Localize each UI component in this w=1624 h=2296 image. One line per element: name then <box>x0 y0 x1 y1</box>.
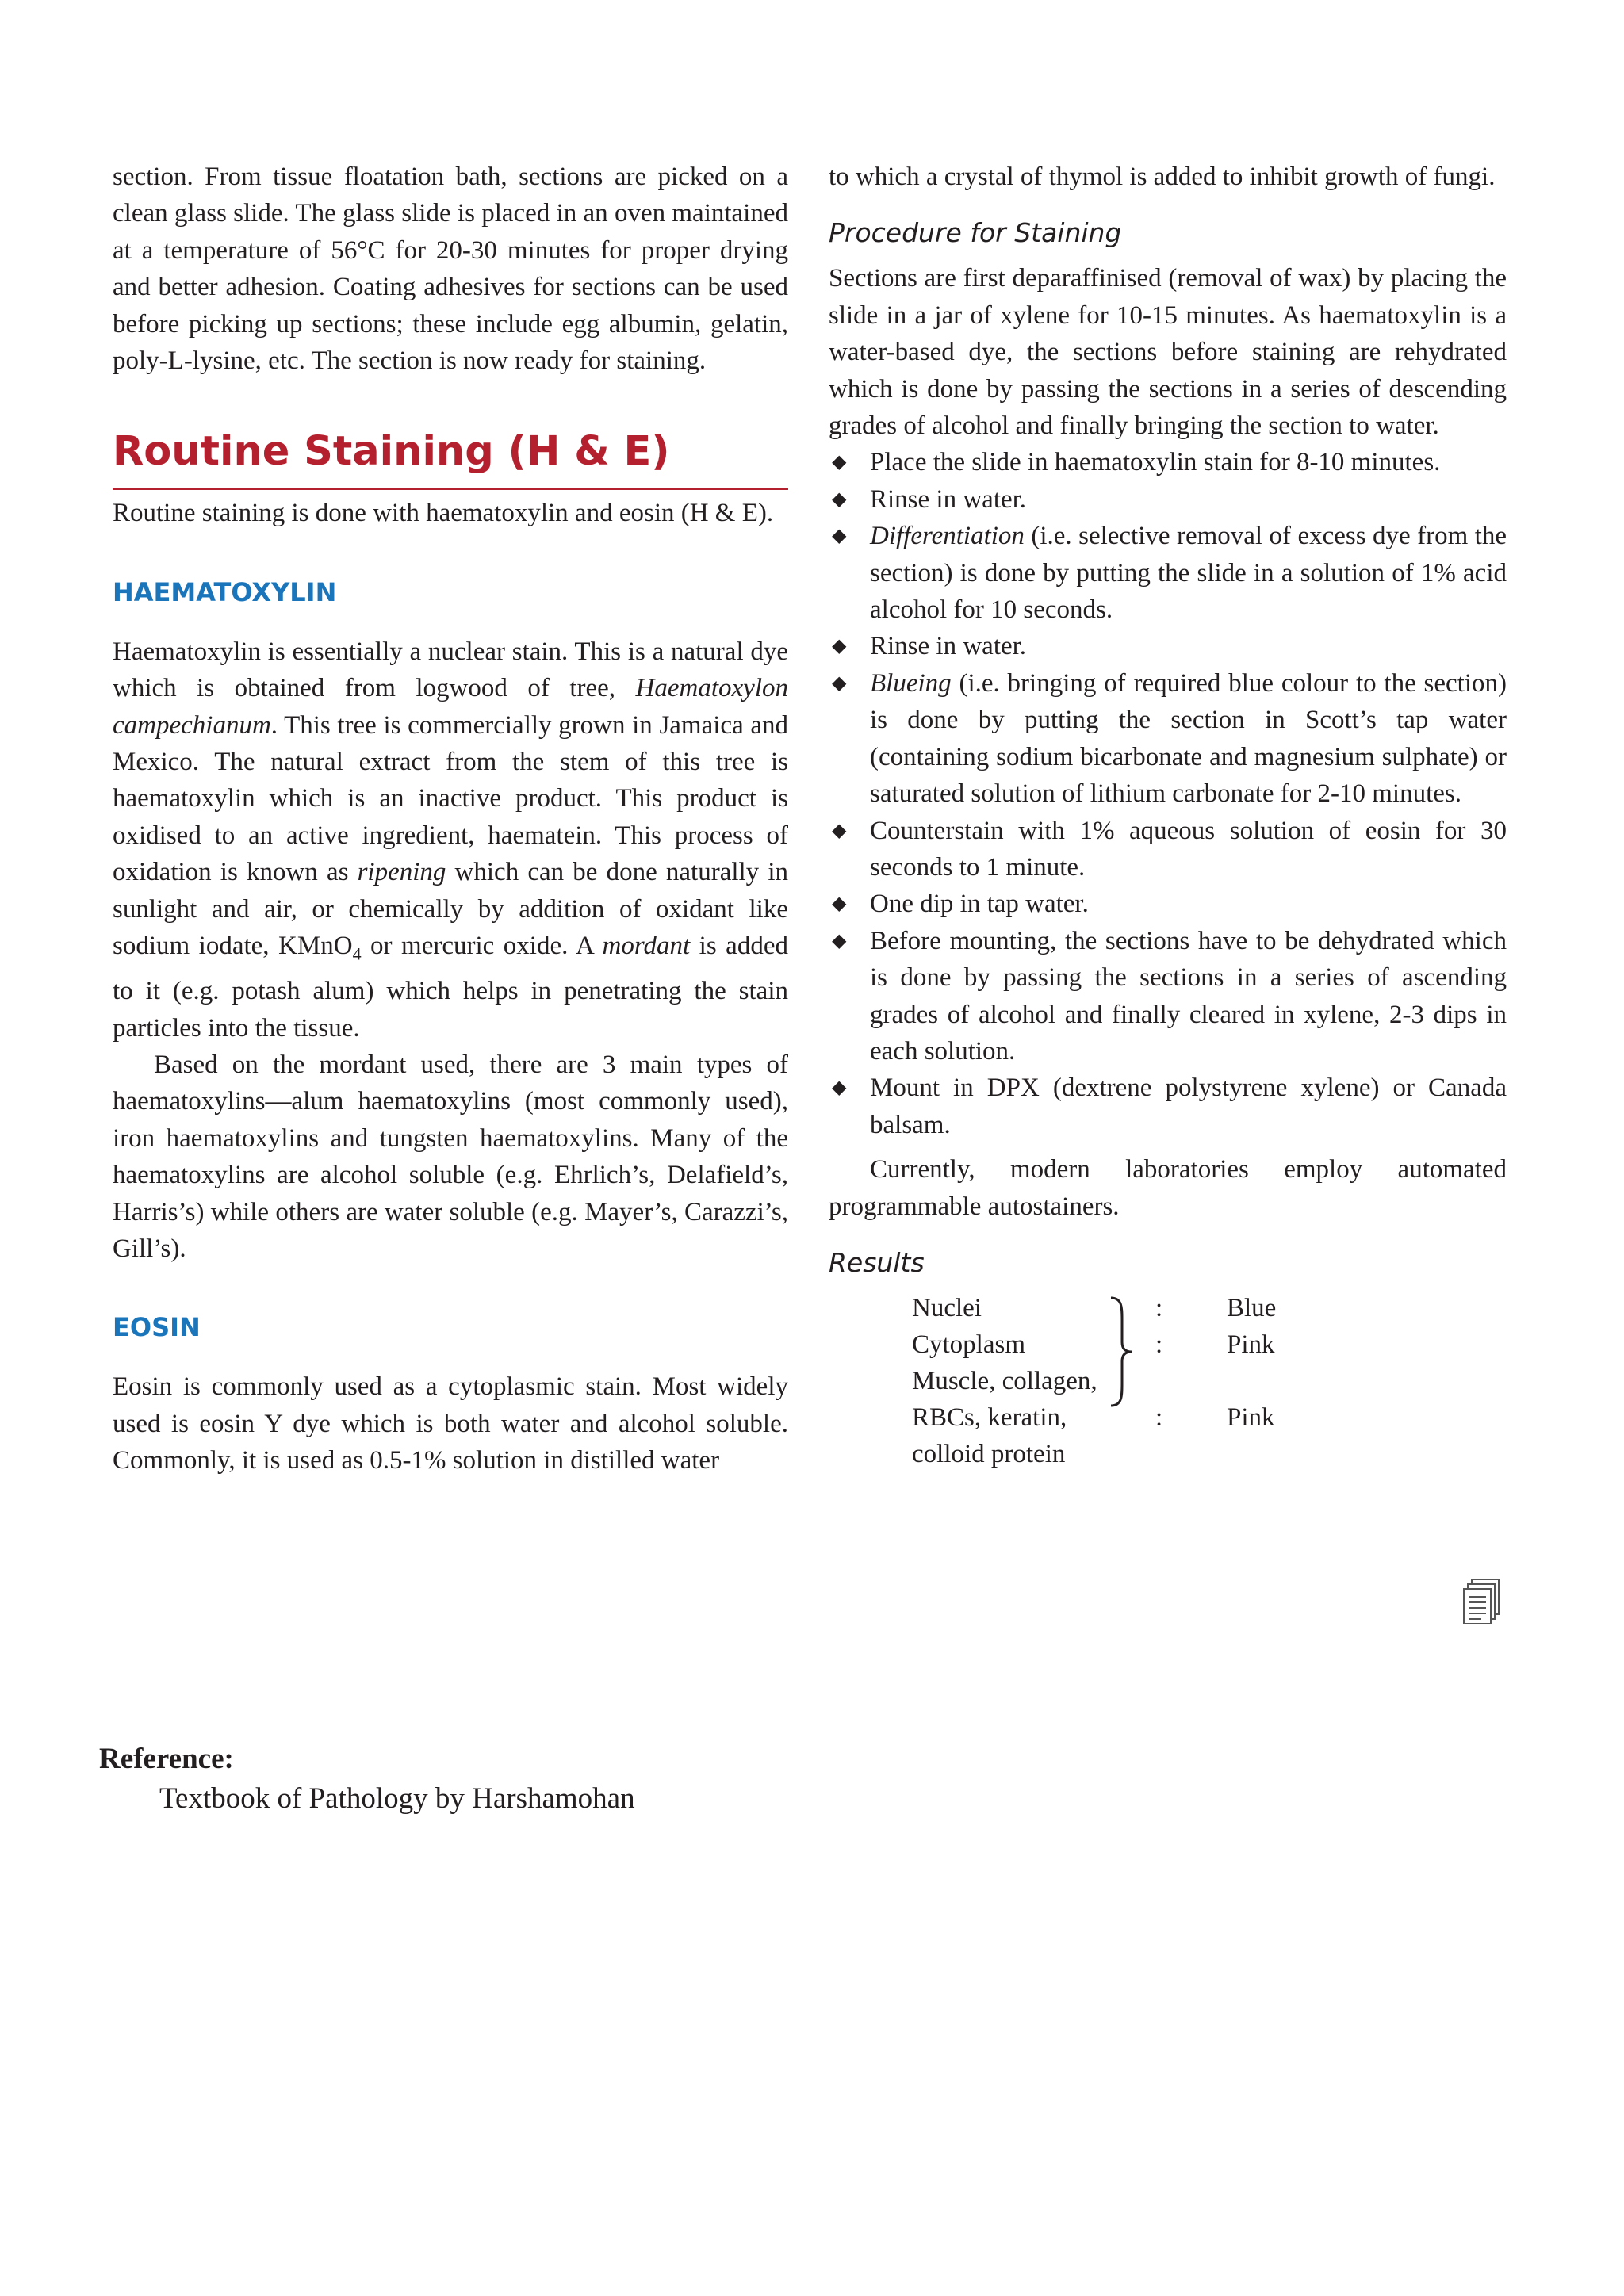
result-label-rbcs: RBCs, keratin, <box>912 1402 1067 1432</box>
eosin-heading: EOSIN <box>113 1312 201 1343</box>
list-item: ◆ Counterstain with 1% aqueous solution of eosin for 30 seconds to 1 minute. <box>829 813 1507 886</box>
bullet-icon: ◆ <box>832 452 847 473</box>
haematoxylin-paragraph-2: Based on the mordant used, there are 3 main types of haematoxylins—alum haematoxylins (most commonly used), iron haematoxylins and tungsten haematoxylins. Many of the haematoxylins are alcohol soluble (e.g. Ehrlich’s, Delafield’s, Harris’s) while others are water soluble (e.g. Mayer’s, Carazzi’s, Gill’s). <box>113 1050 788 1263</box>
haematoxylin-paragraph-1: Haematoxylin is essentially a nuclear stain. This is a natural dye which is obtained from logwood of tree, Haematoxylon campechianum. This tree is commercially grown in Jamaica and Mexico. The natural extract from the stem of this tree is haematoxylin which is an inactive product. This product is oxidised to an active ingredient, haematein. This process of oxidation is known as ripening which can be done naturally in sunlight and air, or chemically by addition of oxidant like sodium iodate, KMnO$_4$ or mercuric oxide. A mordant is added to it (e.g. potash alum) which helps in penetrating the stain particles into the tissue. <box>113 637 788 1043</box>
bullet-icon: ◆ <box>832 820 847 841</box>
haematoxylin-heading: HAEMATOXYLIN <box>113 576 337 607</box>
result-value-pink: Pink <box>1227 1330 1275 1359</box>
bullet-icon: ◆ <box>832 894 847 915</box>
list-item: ◆ Rinse in water. <box>829 481 1507 518</box>
reference-text: Textbook of Pathology by Harshamohan <box>159 1782 635 1815</box>
section-title: Routine Staining (H & E) <box>113 428 788 490</box>
results-table <box>829 1290 1507 1488</box>
bullet-icon: ◆ <box>832 930 847 951</box>
eosin-paragraph: Eosin is commonly used as a cytoplasmic stain. Most widely used is eosin Y dye which is both water and alcohol soluble. Commonly, it is used as 0.5-1% solution in distilled water <box>113 1372 788 1475</box>
list-item: ◆ Differentiation (i.e. selective removal of excess dye from the section) is done by putting the slide in a solution of 1% acid alcohol for 10 seconds. <box>829 518 1507 628</box>
procedure-heading: Procedure for Staining <box>829 217 1122 249</box>
list-item: ◆ Before mounting, the sections have to be dehydrated which is done by passing the sections in a series of ascending grades of alcohol and finally cleared in xylene, 2-3 dips in each solution. <box>829 923 1507 1070</box>
left-column <box>113 159 788 1479</box>
bullet-icon: ◆ <box>832 636 847 657</box>
list-item: ◆ Place the slide in haematoxylin stain for 8-10 minutes. <box>829 444 1507 480</box>
bullet-icon: ◆ <box>832 488 847 510</box>
intro-paragraph: section. From tissue floatation bath, sections are picked on a clean glass slide. The glass slide is placed in an oven maintained at a temperature of 56°C for 20-30 minutes for proper drying and better adhesion. Coating adhesives for sections can be used before picking up sections; these include egg albumin, gelatin, poly-L-lysine, etc. The section is now ready for staining. <box>113 163 788 376</box>
bullet-icon: ◆ <box>832 1077 847 1099</box>
right-column <box>829 159 1507 1488</box>
result-colon: : <box>1155 1293 1163 1322</box>
result-value-blue: Blue <box>1227 1293 1277 1322</box>
procedure-intro: Sections are first deparaffinised (removal of wax) by placing the slide in a jar of xylene for 10-15 minutes. As haematoxylin is a water-based dye, the sections before staining are rehydrated which is done by passing the sections in a series of descending grades of alcohol and finally bringing the section to water. <box>829 264 1507 441</box>
list-item: ◆ One dip in tap water. <box>829 886 1507 922</box>
list-item: ◆ Rinse in water. <box>829 628 1507 664</box>
reference-label: Reference: <box>99 1743 234 1775</box>
result-value-pink: Pink <box>1227 1402 1275 1432</box>
bullet-icon: ◆ <box>832 672 847 694</box>
automation-note: Currently, modern laboratories employ automated programmable autostainers. <box>829 1155 1507 1221</box>
list-item: ◆ Mount in DPX (dextrene polystyrene xylene) or Canada balsam. <box>829 1070 1507 1143</box>
reference-block <box>99 1739 635 1819</box>
section-intro: Routine staining is done with haematoxylin and eosin (H & E). <box>113 499 774 528</box>
bullet-icon: ◆ <box>832 526 847 547</box>
continuation-paragraph: to which a crystal of thymol is added to inhibit growth of fungi. <box>829 163 1496 191</box>
result-label-cytoplasm: Cytoplasm <box>912 1330 1026 1359</box>
brace-icon <box>1108 1296 1135 1407</box>
list-item: ◆ Blueing (i.e. bringing of required blue colour to the section) is done by putting the section in Scott’s tap water (containing sodium bicarbonate and magnesium sulphate) or saturated solution of lithium carbonate for 2-10 minutes. <box>829 665 1507 813</box>
results-heading: Results <box>829 1246 925 1278</box>
document-stack-icon <box>1461 1578 1502 1627</box>
staining-steps <box>829 444 1507 1143</box>
result-label-nuclei: Nuclei <box>912 1293 982 1322</box>
result-label-colloid: colloid protein <box>912 1439 1066 1468</box>
result-colon: : <box>1155 1402 1163 1432</box>
result-label-muscle: Muscle, collagen, <box>912 1366 1097 1395</box>
result-colon: : <box>1155 1330 1163 1359</box>
